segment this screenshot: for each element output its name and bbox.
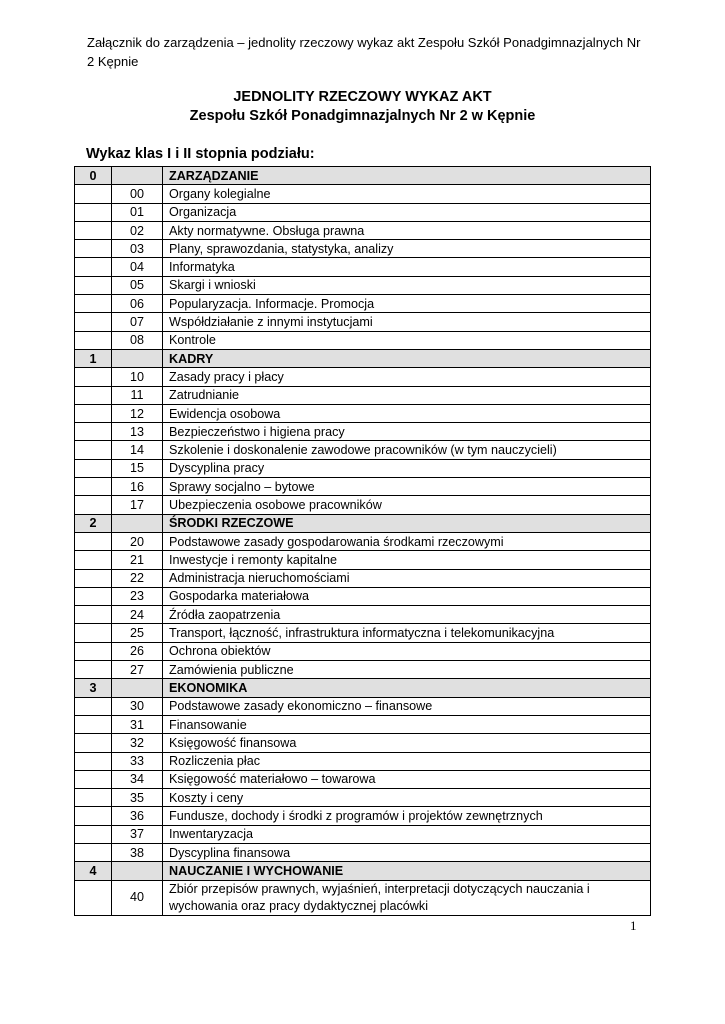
class-name: Dyscyplina finansowa xyxy=(163,843,651,861)
second-level-symbol: 37 xyxy=(112,825,163,843)
second-level-symbol: 33 xyxy=(112,752,163,770)
second-level-symbol xyxy=(112,514,163,532)
class-name: Ochrona obiektów xyxy=(163,642,651,660)
class-name: Organizacja xyxy=(163,203,651,221)
subclass-row xyxy=(75,624,651,642)
second-level-symbol: 21 xyxy=(112,551,163,569)
second-level-symbol: 32 xyxy=(112,734,163,752)
class-name: Administracja nieruchomościami xyxy=(163,569,651,587)
class-name: Inwestycje i remonty kapitalne xyxy=(163,551,651,569)
class-name: Księgowość finansowa xyxy=(163,734,651,752)
first-level-symbol: 0 xyxy=(75,167,112,185)
class-name: Fundusze, dochody i środki z programów i projektów zewnętrznych xyxy=(163,807,651,825)
first-level-symbol xyxy=(75,258,112,276)
first-level-symbol: 4 xyxy=(75,862,112,880)
first-level-symbol xyxy=(75,661,112,679)
second-level-symbol: 31 xyxy=(112,715,163,733)
second-level-symbol: 02 xyxy=(112,221,163,239)
first-level-symbol xyxy=(75,368,112,386)
second-level-symbol: 24 xyxy=(112,606,163,624)
class-name: Podstawowe zasady gospodarowania środkami rzeczowymi xyxy=(163,532,651,550)
subclass-row xyxy=(75,551,651,569)
first-level-symbol xyxy=(75,496,112,514)
first-level-symbol xyxy=(75,532,112,550)
first-level-symbol xyxy=(75,386,112,404)
subclass-row xyxy=(75,734,651,752)
class-name: Popularyzacja. Informacje. Promocja xyxy=(163,295,651,313)
first-level-symbol xyxy=(75,843,112,861)
subclass-row xyxy=(75,185,651,203)
first-level-symbol xyxy=(75,642,112,660)
first-level-symbol xyxy=(75,478,112,496)
subclass-row xyxy=(75,331,651,349)
subclass-row xyxy=(75,221,651,239)
class-name: Dyscyplina pracy xyxy=(163,459,651,477)
second-level-symbol: 30 xyxy=(112,697,163,715)
class-name: Ubezpieczenia osobowe pracowników xyxy=(163,496,651,514)
second-level-symbol: 16 xyxy=(112,478,163,496)
class-name: Akty normatywne. Obsługa prawna xyxy=(163,221,651,239)
first-level-symbol xyxy=(75,697,112,715)
class-name: KADRY xyxy=(163,349,651,367)
class-row xyxy=(75,349,651,367)
class-name: Inwentaryzacja xyxy=(163,825,651,843)
first-level-symbol xyxy=(75,459,112,477)
second-level-symbol: 13 xyxy=(112,423,163,441)
second-level-symbol: 08 xyxy=(112,331,163,349)
first-level-symbol xyxy=(75,734,112,752)
subclass-row xyxy=(75,276,651,294)
second-level-symbol: 11 xyxy=(112,386,163,404)
second-level-symbol: 23 xyxy=(112,587,163,605)
class-row xyxy=(75,862,651,880)
class-name: ŚRODKI RZECZOWE xyxy=(163,514,651,532)
class-name: Gospodarka materiałowa xyxy=(163,587,651,605)
first-level-symbol xyxy=(75,825,112,843)
class-name: Współdziałanie z innymi instytucjami xyxy=(163,313,651,331)
subclass-row xyxy=(75,843,651,861)
first-level-symbol xyxy=(75,807,112,825)
subclass-row xyxy=(75,606,651,624)
second-level-symbol: 38 xyxy=(112,843,163,861)
class-name: Zasady pracy i płacy xyxy=(163,368,651,386)
document-title: JEDNOLITY RZECZOWY WYKAZ AKT xyxy=(233,89,492,105)
first-level-symbol xyxy=(75,331,112,349)
second-level-symbol: 12 xyxy=(112,404,163,422)
class-name: Zatrudnianie xyxy=(163,386,651,404)
second-level-symbol: 34 xyxy=(112,770,163,788)
first-level-symbol xyxy=(75,789,112,807)
class-row xyxy=(75,514,651,532)
second-level-symbol xyxy=(112,862,163,880)
first-level-symbol xyxy=(75,770,112,788)
first-level-symbol xyxy=(75,880,112,915)
class-name: Koszty i ceny xyxy=(163,789,651,807)
class-row xyxy=(75,167,651,185)
subclass-row xyxy=(75,423,651,441)
subclass-row xyxy=(75,587,651,605)
class-name: Ewidencja osobowa xyxy=(163,404,651,422)
first-level-symbol: 2 xyxy=(75,514,112,532)
first-level-symbol xyxy=(75,587,112,605)
second-level-symbol: 04 xyxy=(112,258,163,276)
subclass-row xyxy=(75,569,651,587)
second-level-symbol: 14 xyxy=(112,441,163,459)
second-level-symbol: 10 xyxy=(112,368,163,386)
class-name: Informatyka xyxy=(163,258,651,276)
class-name: Bezpieczeństwo i higiena pracy xyxy=(163,423,651,441)
subclass-row xyxy=(75,661,651,679)
subclass-row xyxy=(75,825,651,843)
second-level-symbol: 06 xyxy=(112,295,163,313)
page-number: 1 xyxy=(630,918,637,933)
class-name: Sprawy socjalno – bytowe xyxy=(163,478,651,496)
second-level-symbol: 40 xyxy=(112,880,163,915)
class-name: Kontrole xyxy=(163,331,651,349)
second-level-symbol: 05 xyxy=(112,276,163,294)
subclass-row xyxy=(75,789,651,807)
class-name: Rozliczenia płac xyxy=(163,752,651,770)
first-level-symbol xyxy=(75,423,112,441)
section-heading: Wykaz klas I i II stopnia podziału: xyxy=(86,146,315,162)
subclass-row xyxy=(75,313,651,331)
subclass-row xyxy=(75,258,651,276)
subclass-row xyxy=(75,642,651,660)
header-note: Załącznik do zarządzenia – jednolity rzeczowy wykaz akt Zespołu Szkół Ponadgimnazjalnych Nr 2 Kępnie xyxy=(87,35,641,69)
class-name: Finansowanie xyxy=(163,715,651,733)
subclass-row xyxy=(75,770,651,788)
class-name: Podstawowe zasady ekonomiczno – finansowe xyxy=(163,697,651,715)
class-name: Transport, łączność, infrastruktura informatyczna i telekomunikacyjna xyxy=(163,624,651,642)
subclass-row xyxy=(75,697,651,715)
subclass-row xyxy=(75,404,651,422)
second-level-symbol xyxy=(112,167,163,185)
first-level-symbol xyxy=(75,313,112,331)
class-name: Skargi i wnioski xyxy=(163,276,651,294)
subclass-row xyxy=(75,807,651,825)
first-level-symbol xyxy=(75,551,112,569)
subclass-row xyxy=(75,240,651,258)
second-level-symbol: 25 xyxy=(112,624,163,642)
first-level-symbol xyxy=(75,295,112,313)
second-level-symbol: 36 xyxy=(112,807,163,825)
subclass-row xyxy=(75,715,651,733)
first-level-symbol xyxy=(75,276,112,294)
subclass-row xyxy=(75,295,651,313)
first-level-symbol xyxy=(75,715,112,733)
second-level-symbol xyxy=(112,349,163,367)
class-name: Organy kolegialne xyxy=(163,185,651,203)
first-level-symbol: 3 xyxy=(75,679,112,697)
first-level-symbol xyxy=(75,404,112,422)
first-level-symbol xyxy=(75,240,112,258)
first-level-symbol xyxy=(75,752,112,770)
first-level-symbol xyxy=(75,221,112,239)
first-level-symbol: 1 xyxy=(75,349,112,367)
class-name: Plany, sprawozdania, statystyka, analizy xyxy=(163,240,651,258)
first-level-symbol xyxy=(75,203,112,221)
second-level-symbol: 01 xyxy=(112,203,163,221)
subclass-row xyxy=(75,459,651,477)
first-level-symbol xyxy=(75,441,112,459)
class-name: ZARZĄDZANIE xyxy=(163,167,651,185)
class-name: Zamówienia publiczne xyxy=(163,661,651,679)
subclass-row xyxy=(75,752,651,770)
second-level-symbol: 15 xyxy=(112,459,163,477)
second-level-symbol: 00 xyxy=(112,185,163,203)
subclass-row xyxy=(75,386,651,404)
subclass-row xyxy=(75,496,651,514)
subclass-row xyxy=(75,880,651,915)
class-name: Szkolenie i doskonalenie zawodowe pracowników (w tym nauczycieli) xyxy=(163,441,651,459)
first-level-symbol xyxy=(75,569,112,587)
subclass-row xyxy=(75,478,651,496)
second-level-symbol: 20 xyxy=(112,532,163,550)
class-name: Źródła zaopatrzenia xyxy=(163,606,651,624)
second-level-symbol: 35 xyxy=(112,789,163,807)
first-level-symbol xyxy=(75,185,112,203)
subclass-row xyxy=(75,532,651,550)
first-level-symbol xyxy=(75,624,112,642)
class-name: Księgowość materiałowo – towarowa xyxy=(163,770,651,788)
subclass-row xyxy=(75,441,651,459)
second-level-symbol: 27 xyxy=(112,661,163,679)
subclass-row xyxy=(75,203,651,221)
second-level-symbol: 26 xyxy=(112,642,163,660)
document-subtitle: Zespołu Szkół Ponadgimnazjalnych Nr 2 w Kępnie xyxy=(189,108,536,124)
second-level-symbol: 22 xyxy=(112,569,163,587)
class-name: Zbiór przepisów prawnych, wyjaśnień, interpretacji dotyczących nauczania i wychowania oraz pracy dydaktycznej placówki xyxy=(163,880,651,915)
subclass-row xyxy=(75,368,651,386)
class-name: NAUCZANIE I WYCHOWANIE xyxy=(163,862,651,880)
classification-table xyxy=(74,166,651,916)
second-level-symbol: 07 xyxy=(112,313,163,331)
second-level-symbol xyxy=(112,679,163,697)
first-level-symbol xyxy=(75,606,112,624)
second-level-symbol: 17 xyxy=(112,496,163,514)
second-level-symbol: 03 xyxy=(112,240,163,258)
class-name: EKONOMIKA xyxy=(163,679,651,697)
class-row xyxy=(75,679,651,697)
